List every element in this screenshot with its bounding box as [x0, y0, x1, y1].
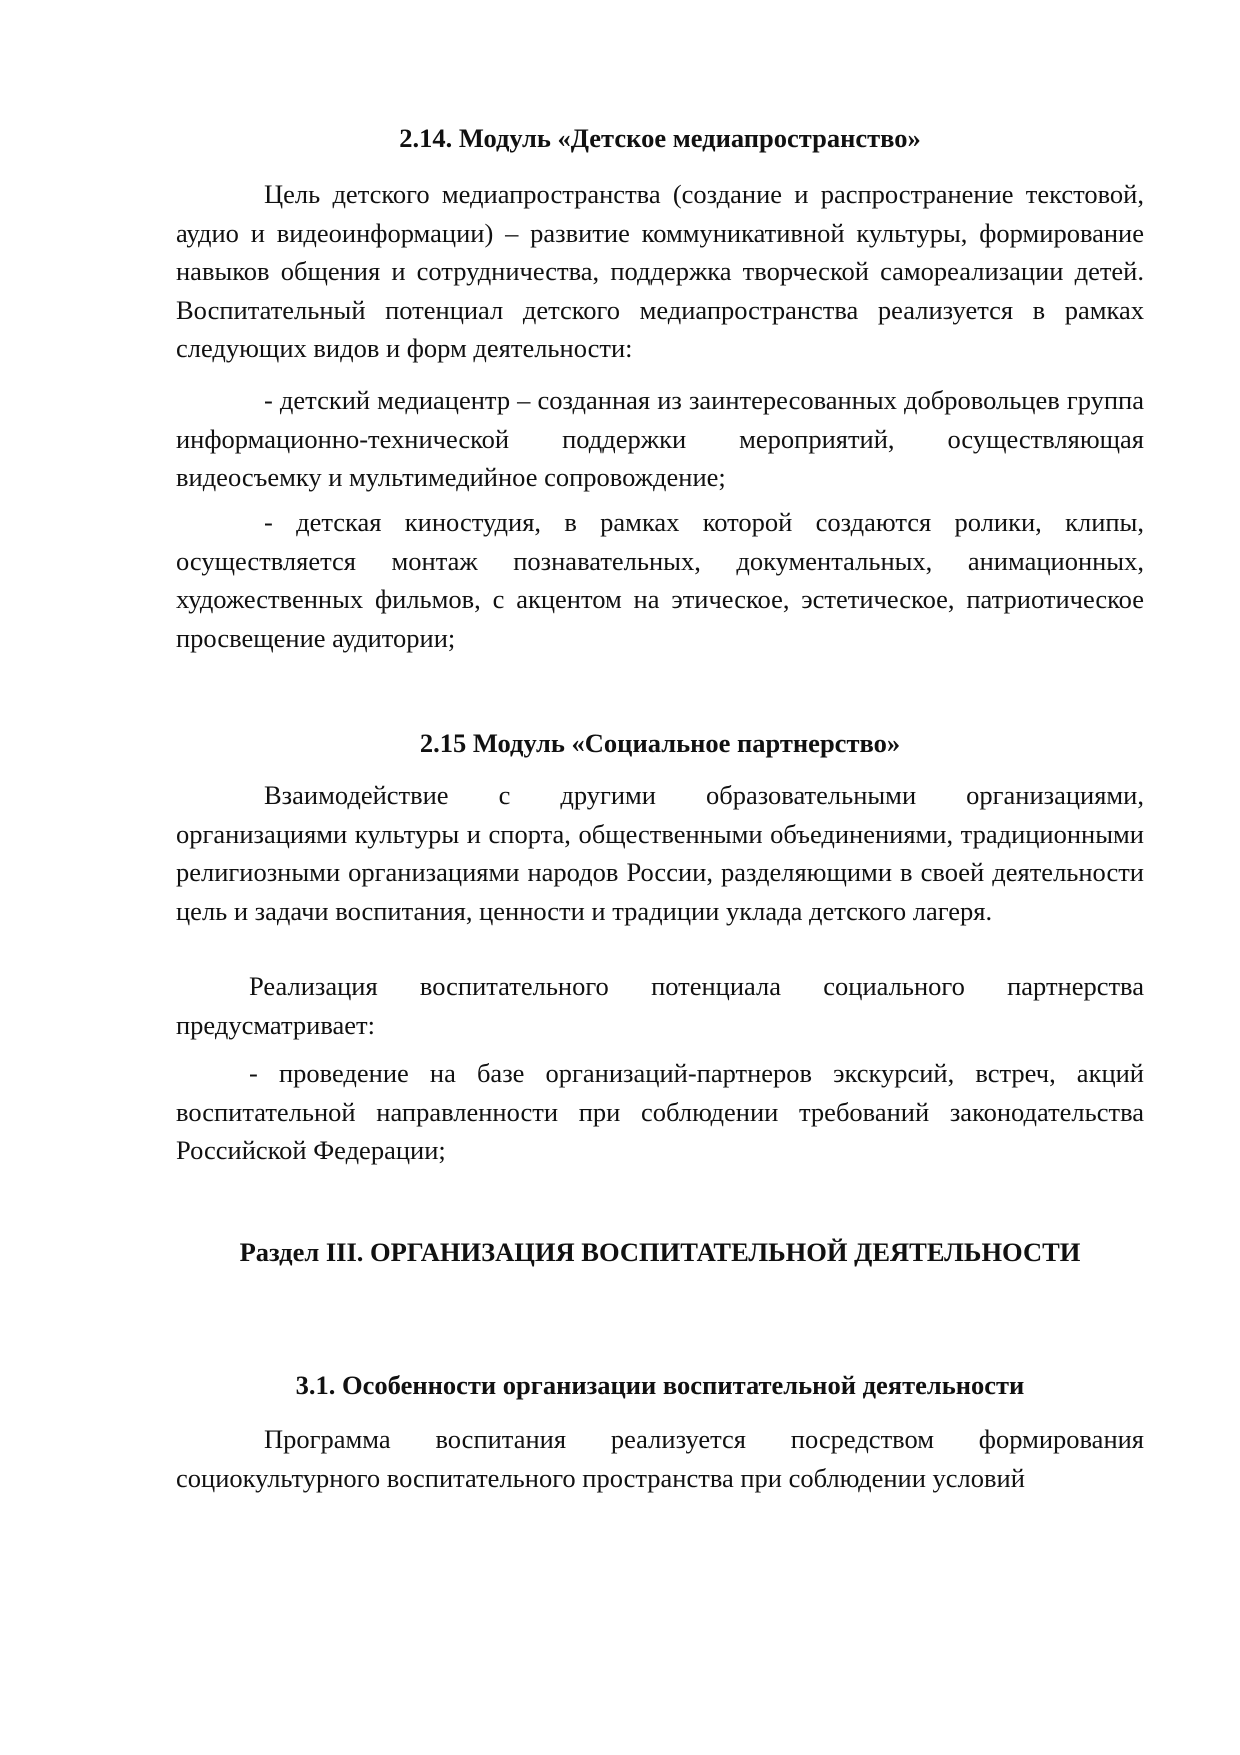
section-2-14-list-item-1: - детский медиацентр – созданная из заинтересованных добровольцев группа информационно-технической поддержки мероприятий, осуществляющая видеосъемку и мультимедийное сопровождение;: [176, 385, 1144, 492]
section-2-15-paragraph-2: Реализация воспитательного потенциала социального партнерства предусматривает:: [176, 971, 1144, 1040]
section-2-15-heading: 2.15 Модуль «Социальное партнерство»: [419, 728, 901, 758]
section-2-15-paragraph-1: Взаимодействие с другими образовательными организациями, организациями культуры и спорта, общественными объединениями, традиционными религиозными организациями народов России, разделяющими в своей деятельности цель и задачи воспитания, ценности и традиции уклада детского лагеря.: [176, 780, 1144, 926]
section-3-1-paragraph-1: Программа воспитания реализуется посредством формирования социокультурного воспитательного пространства при соблюдении условий: [176, 1424, 1144, 1493]
section-2-14-list-item-2: - детская киностудия, в рамках которой создаются ролики, клипы, осуществляется монтаж познавательных, документальных, анимационных, художественных фильмов, с акцентом на этическое, эстетическое, патриотическое просвещение аудитории;: [176, 507, 1144, 653]
section-3-1-heading: 3.1. Особенности организации воспитательной деятельности: [295, 1370, 1025, 1400]
section-2-14-heading: 2.14. Модуль «Детское медиапространство»: [399, 123, 921, 153]
section-2-14-paragraph-1: Цель детского медиапространства (создание и распространение текстовой, аудио и видеоинформации) – развитие коммуникативной культуры, формирование навыков общения и сотрудничества, поддержка творческой самореализации детей. Воспитательный потенциал детского медиапространства реализуется в рамках следующих видов и форм деятельности:: [176, 179, 1144, 363]
section-2-15-list-item-1: - проведение на базе организаций-партнеров экскурсий, встреч, акций воспитательной направленности при соблюдении требований законодательства Российской Федерации;: [176, 1058, 1144, 1165]
section-3-heading: Раздел III. ОРГАНИЗАЦИЯ ВОСПИТАТЕЛЬНОЙ ДЕЯТЕЛЬНОСТИ: [239, 1237, 1081, 1267]
